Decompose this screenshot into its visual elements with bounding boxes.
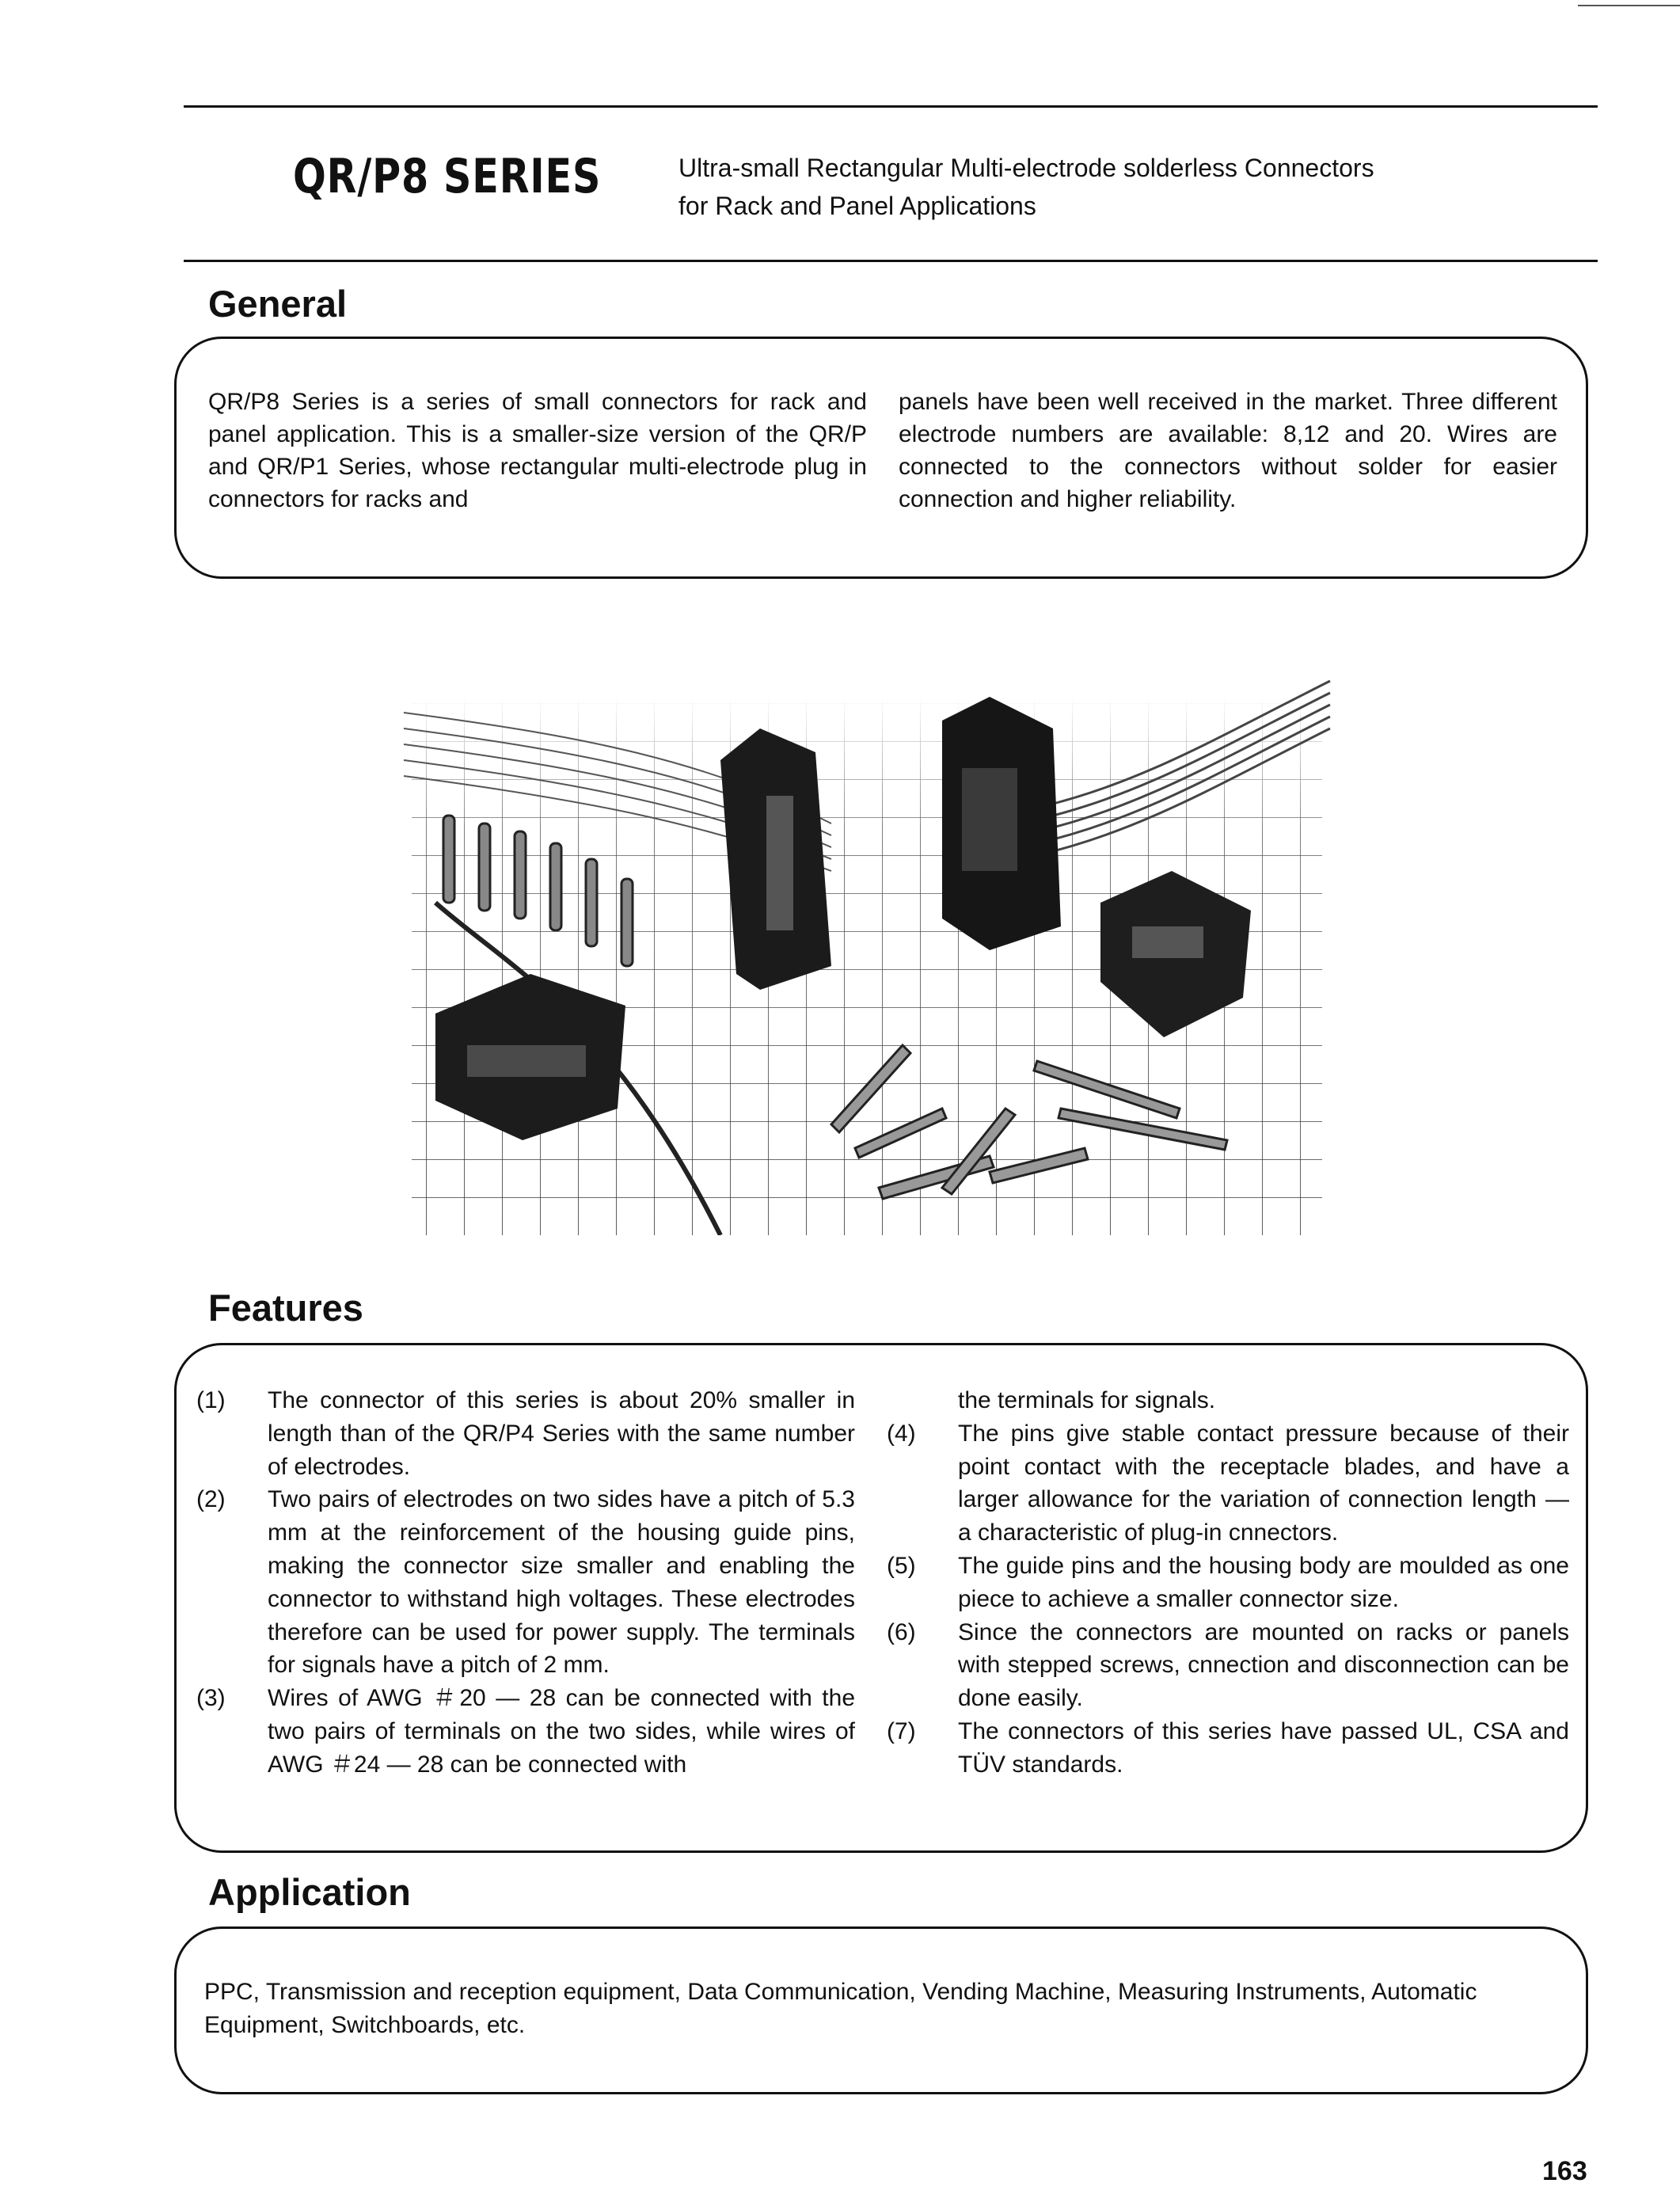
- feature-item-3-continuation: the terminals for signals.: [958, 1387, 1216, 1413]
- header-top-rule: [184, 105, 1598, 108]
- features-heading: Features: [208, 1287, 363, 1329]
- product-photo: [388, 665, 1338, 1235]
- feature-item-2: [196, 1483, 855, 1682]
- series-subtitle: [678, 149, 1374, 225]
- feature-number: (1): [196, 1387, 226, 1413]
- corner-rule: [1578, 5, 1680, 6]
- feature-text: Two pairs of electrodes on two sides have a pitch of 5.3 mm at the reinforcement of the housing guide pins, making the connector size smaller and enabling the connector to withstand high voltages. These electrodes therefore can be used for power supply. The terminals for signals have a pitch of 2 mm.: [268, 1486, 855, 1679]
- subtitle-line-1: Ultra-small Rectangular Multi-electrode solderless Connectors: [678, 154, 1374, 182]
- general-text-left: QR/P8 Series is a series of small connectors for rack and panel application. This is a smaller-size version of the QR/P and QR/P1 Series, whose rectangular multi-electrode plug in connectors for racks and: [208, 389, 867, 512]
- feature-text: The guide pins and the housing body are moulded as one piece to achieve a smaller connector size.: [958, 1552, 1569, 1612]
- subtitle-line-2: for Rack and Panel Applications: [678, 192, 1036, 220]
- feature-item-6: [887, 1616, 1569, 1715]
- feature-number: (6): [887, 1618, 916, 1645]
- connector-receptacle-large-icon: [720, 728, 831, 990]
- header-bottom-rule: [184, 260, 1598, 262]
- series-title: QR/P8 SERIES: [293, 149, 602, 204]
- feature-text: Wires of AWG ＃20 — 28 can be connected with the two pairs of terminals on the two sides, while wires of AWG ＃24 — 28 can be connected with: [268, 1685, 855, 1778]
- feature-text: The pins give stable contact pressure because of their point contact with the receptacle blades, and have a larger allowance for the variation of connection length — a characteristic of plug-in cnnectors.: [958, 1420, 1569, 1546]
- general-text-right: panels have been well received in the market. Three different electrode numbers are available: 8,12 and 20. Wires are connected to the connectors without solder for easier connection and higher reliability.: [899, 389, 1557, 512]
- general-heading: General: [208, 283, 348, 325]
- application-heading: Application: [208, 1871, 411, 1913]
- feature-item-1: [196, 1384, 855, 1483]
- feature-number: (2): [196, 1486, 226, 1513]
- application-text: PPC, Transmission and reception equipment, Data Communication, Vending Machine, Measuring Instruments, Automatic Equipment, Switchboards, etc.: [204, 1979, 1477, 2038]
- feature-item-4: [887, 1417, 1569, 1550]
- feature-number: (7): [887, 1717, 916, 1744]
- features-column-left: [196, 1384, 855, 1782]
- feature-number: (5): [887, 1552, 916, 1579]
- connector-plug-large-icon: [942, 697, 1061, 950]
- feature-text: The connector of this series is about 20% smaller in length than of the QR/P4 Series with the same number of electrodes.: [268, 1387, 855, 1480]
- feature-text: Since the connectors are mounted on racks or panels with stepped screws, cnnection and disconnection can be done easily.: [958, 1618, 1569, 1712]
- feature-item-3: [196, 1682, 855, 1781]
- feature-text: The connectors of this series have passed UL, CSA and TÜV standards.: [958, 1717, 1569, 1778]
- feature-item-7: [887, 1715, 1569, 1782]
- page-number: 163: [1542, 2156, 1587, 2186]
- feature-number: (4): [887, 1420, 916, 1447]
- feature-item-5: [887, 1550, 1569, 1616]
- feature-number: (3): [196, 1685, 226, 1712]
- features-column-right: [887, 1384, 1569, 1782]
